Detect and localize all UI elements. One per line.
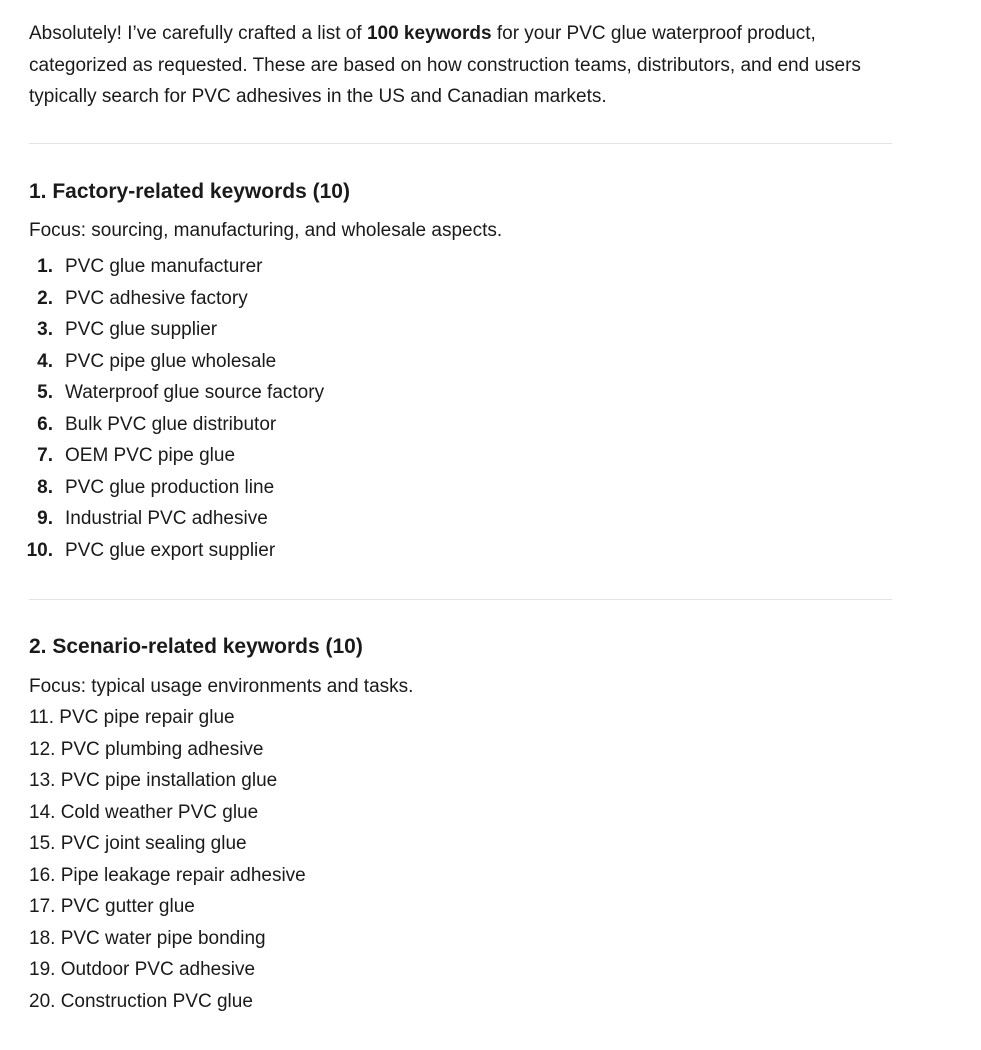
list-item-text: PVC glue manufacturer [65,256,263,277]
list-item-text: Industrial PVC adhesive [65,508,268,529]
list-item-number: 8. [37,477,53,498]
list-item: 15. PVC joint sealing glue [29,833,247,854]
list-item-number: 1. [37,256,53,277]
intro-paragraph [29,18,899,113]
list-item: 16. Pipe leakage repair adhesive [29,865,306,886]
intro-text-start: Absolutely! I’ve carefully crafted a list of [29,23,367,44]
section-2-heading: 2. Scenario-related keywords (10) [29,635,363,658]
section-1-heading: 1. Factory-related keywords (10) [29,180,350,203]
list-item-text: PVC adhesive factory [65,288,248,309]
list-item-number: 10. [26,540,53,561]
list-item-number: 9. [37,508,53,529]
list-item-text: PVC glue export supplier [65,540,276,561]
list-item-text: PVC glue supplier [65,319,218,340]
section-2-focus: Focus: typical usage environments and tasks. [29,676,414,697]
list-item: 17. PVC gutter glue [29,896,195,917]
section-1-focus: Focus: sourcing, manufacturing, and wholesale aspects. [29,220,503,241]
list-item: 18. PVC water pipe bonding [29,928,266,949]
list-item-number: 6. [37,414,53,435]
list-item-number: 5. [37,382,53,403]
section-divider [29,143,892,144]
list-item: 19. Outdoor PVC adhesive [29,959,256,980]
list-item-number: 4. [37,351,53,372]
list-item: 13. PVC pipe installation glue [29,770,278,791]
list-item: 12. PVC plumbing adhesive [29,739,264,760]
list-item-number: 2. [37,288,53,309]
intro-text-end: for your PVC glue waterproof product, categorized as requested. These are based on how construction teams, distributors, and end users typically search for PVC adhesives in the US and Canadian markets. [29,23,861,108]
list-item: 11. PVC pipe repair glue [29,707,235,728]
list-item-text: Waterproof glue source factory [65,382,325,403]
list-item-number: 7. [37,445,53,466]
list-item-text: Bulk PVC glue distributor [65,414,277,435]
list-item-number: 3. [37,319,53,340]
intro-bold-keywords: 100 keywords [366,23,492,44]
list-item-text: PVC pipe glue wholesale [65,351,277,372]
list-item-text: OEM PVC pipe glue [65,445,236,466]
list-item: 20. Construction PVC glue [29,991,253,1012]
list-item-text: PVC glue production line [65,477,275,498]
list-item: 14. Cold weather PVC glue [29,802,259,823]
section-divider [29,599,892,600]
